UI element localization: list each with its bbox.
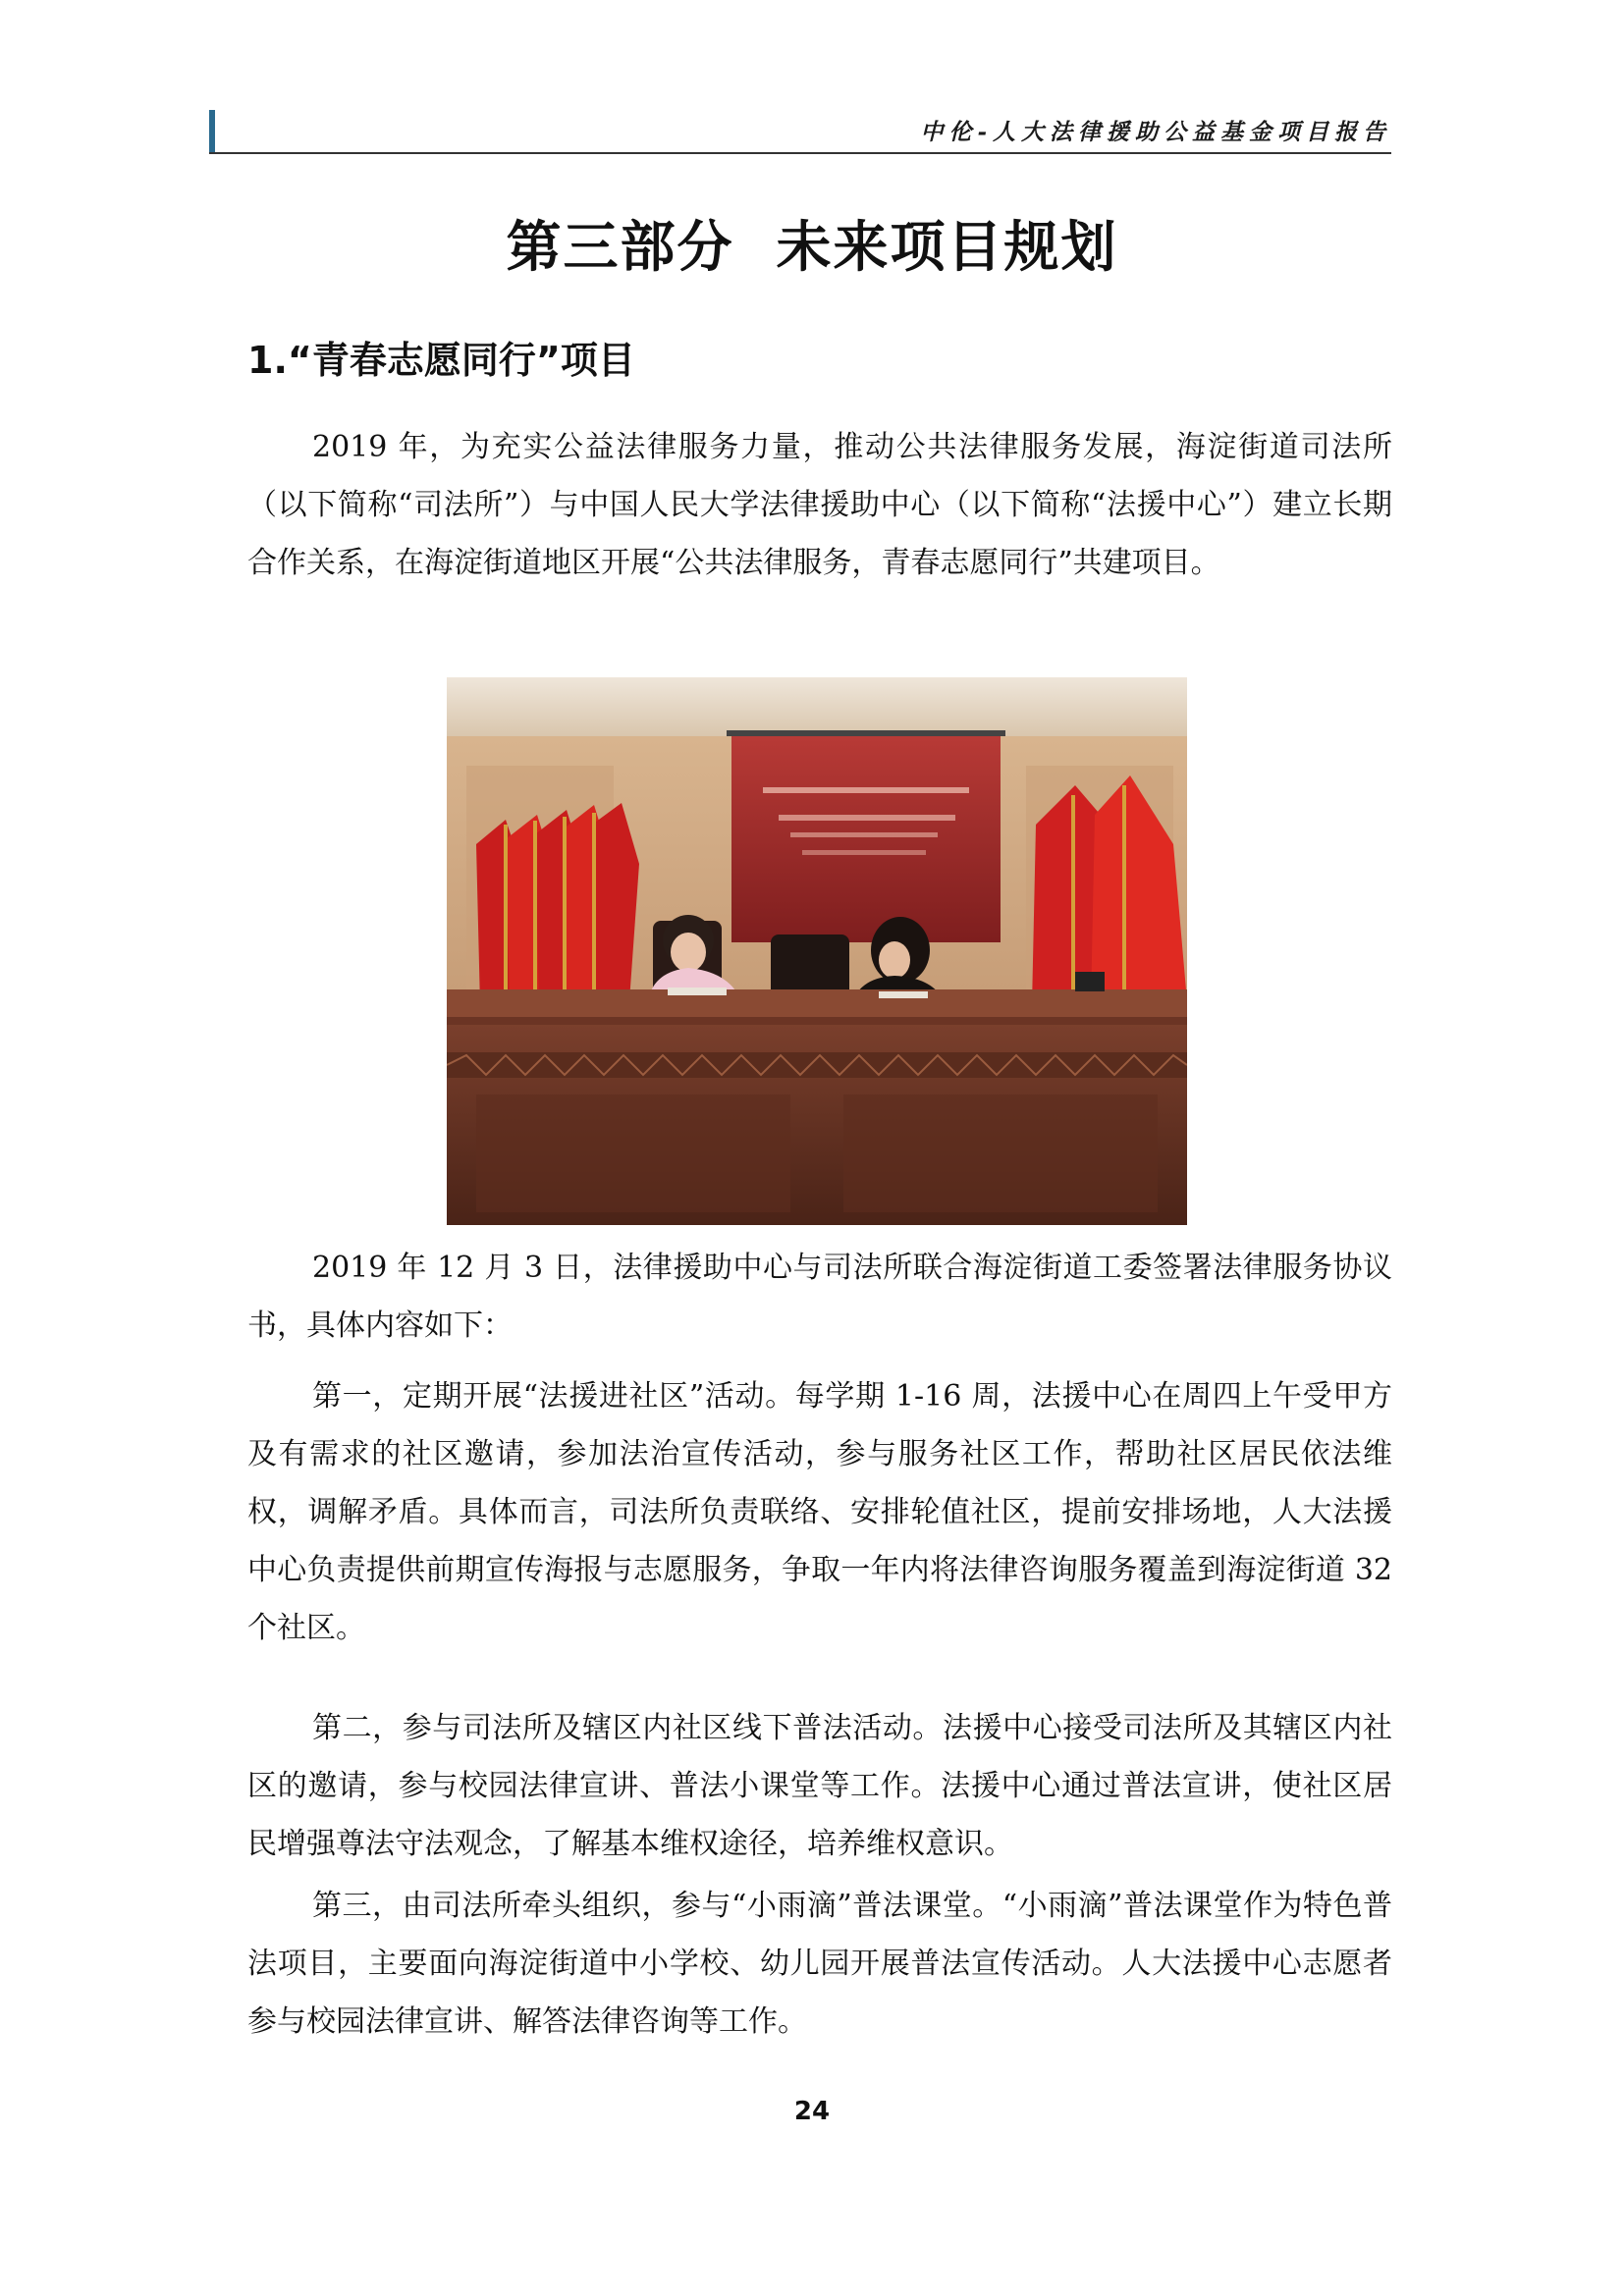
- paragraph-item-2: 第二，参与司法所及辖区内社区线下普法活动。法援中心接受司法所及其辖区内社区的邀请，参与校园法律宣讲、普法小课堂等工作。法援中心通过普法宣讲，使社区居民增强尊法守法观念，了解基本维权途径，培养维权意识。: [247, 1711, 1392, 1861]
- paragraph-intro: 2019 年，为充实公益法律服务力量，推动公共法律服务发展，海淀街道司法所（以下简称“司法所”）与中国人民大学法律援助中心（以下简称“法援中心”）建立长期合作关系，在海淀街道地区开展“公共法律服务，青春志愿同行”共建项目。: [247, 430, 1392, 580]
- paragraph-item-3: 第三，由司法所牵头组织，参与“小雨滴”普法课堂。“小雨滴”普法课堂作为特色普法项目，主要面向海淀街道中小学校、幼儿园开展普法宣传活动。人大法援中心志愿者参与校园法律宣讲、解答法律咨询等工作。: [247, 1889, 1392, 2039]
- paragraph-agreement: 2019 年 12 月 3 日，法律援助中心与司法所联合海淀街道工委签署法律服务协议书，具体内容如下：: [247, 1251, 1392, 1343]
- header-rule: [209, 152, 1391, 154]
- paragraph-item-1: 第一，定期开展“法援进社区”活动。每学期 1-16 周，法援中心在周四上午受甲方及有需求的社区邀请，参加法治宣传活动，参与服务社区工作，帮助社区居民依法维权，调解矛盾。具体而言，司法所负责联络、安排轮值社区，提前安排场地，人大法援中心负责提供前期宣传海报与志愿服务，争取一年内将法律咨询服务覆盖到海淀街道 32 个社区。: [247, 1379, 1392, 1645]
- page-number: 24: [793, 2097, 831, 2126]
- section-title: 1.“青春志愿同行”项目: [247, 339, 635, 382]
- header-accent-bar: [209, 110, 215, 153]
- header-title: 中伦-人大法律援助公益基金项目报告: [920, 119, 1391, 145]
- signing-ceremony-photo: [447, 677, 1187, 1225]
- part-title: 第三部分 未来项目规划: [506, 216, 1118, 280]
- page-header: [209, 110, 1391, 151]
